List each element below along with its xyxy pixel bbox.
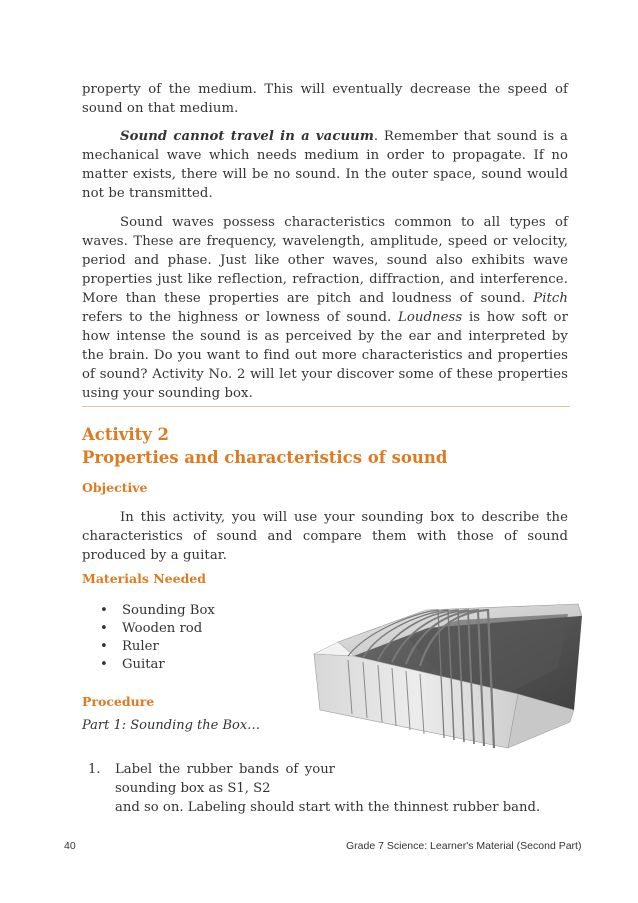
objective-heading: Objective: [82, 480, 148, 495]
material-item: • Sounding Box: [100, 602, 215, 620]
paragraph-characteristics: Sound waves possess characteristics common to all types of waves. These are frequency, wavelength, amplitude, speed or velocity, period and phase. Just like other waves, sound also exhibits wave properties just like reflection, refraction, diffraction, and interference. More than these properties are pitch and loudness of sound. Pitch refers to the highness or lowness of sound. Loudness is how soft or how intense the sound is as perceived by the ear and interpreted by the brain. Do you want to find out more characteristics and properties of sound? Activity No. 2 will let your discover some of these properties using your sounding box.: [82, 215, 568, 401]
loudness-term: Loudness: [398, 310, 463, 325]
material-item: • Ruler: [100, 638, 215, 656]
section-divider: [82, 406, 570, 407]
pitch-term: Pitch: [533, 291, 568, 306]
footer-caption: Grade 7 Science: Learner's Material (Second Part): [346, 840, 582, 852]
page-number: 40: [64, 840, 76, 852]
part-label: Part 1: Sounding the Box…: [82, 718, 261, 733]
activity-number: Activity 2: [82, 425, 170, 444]
objective-text: In this activity, you will use your sounding box to describe the characteristics of sound and compare them with those of sound produced by a guitar.: [82, 510, 568, 563]
materials-list: [100, 602, 215, 674]
material-item: • Guitar: [100, 656, 215, 674]
materials-heading: Materials Needed: [82, 571, 206, 586]
step-text-continuation: and so on. Labeling should start with the thinnest rubber band.: [115, 800, 541, 815]
activity-title: Properties and characteristics of sound: [82, 448, 448, 467]
sounding-box-image: [308, 598, 582, 754]
procedure-heading: Procedure: [82, 694, 155, 709]
paragraph-vacuum: Sound cannot travel in a vacuum. Remember that sound is a mechanical wave which needs medium in order to propagate. If no matter exists, there will be no sound. In the outer space, sound would not be transmitted.: [82, 129, 568, 201]
material-item: • Wooden rod: [100, 620, 215, 638]
step-number: 1.: [88, 762, 101, 777]
vacuum-statement: Sound cannot travel in a vacuum: [120, 129, 374, 144]
step-text: Label the rubber bands of your sounding box as S1, S2: [115, 762, 335, 796]
paragraph-continuation: property of the medium. This will eventually decrease the speed of sound on that medium.: [82, 82, 568, 116]
